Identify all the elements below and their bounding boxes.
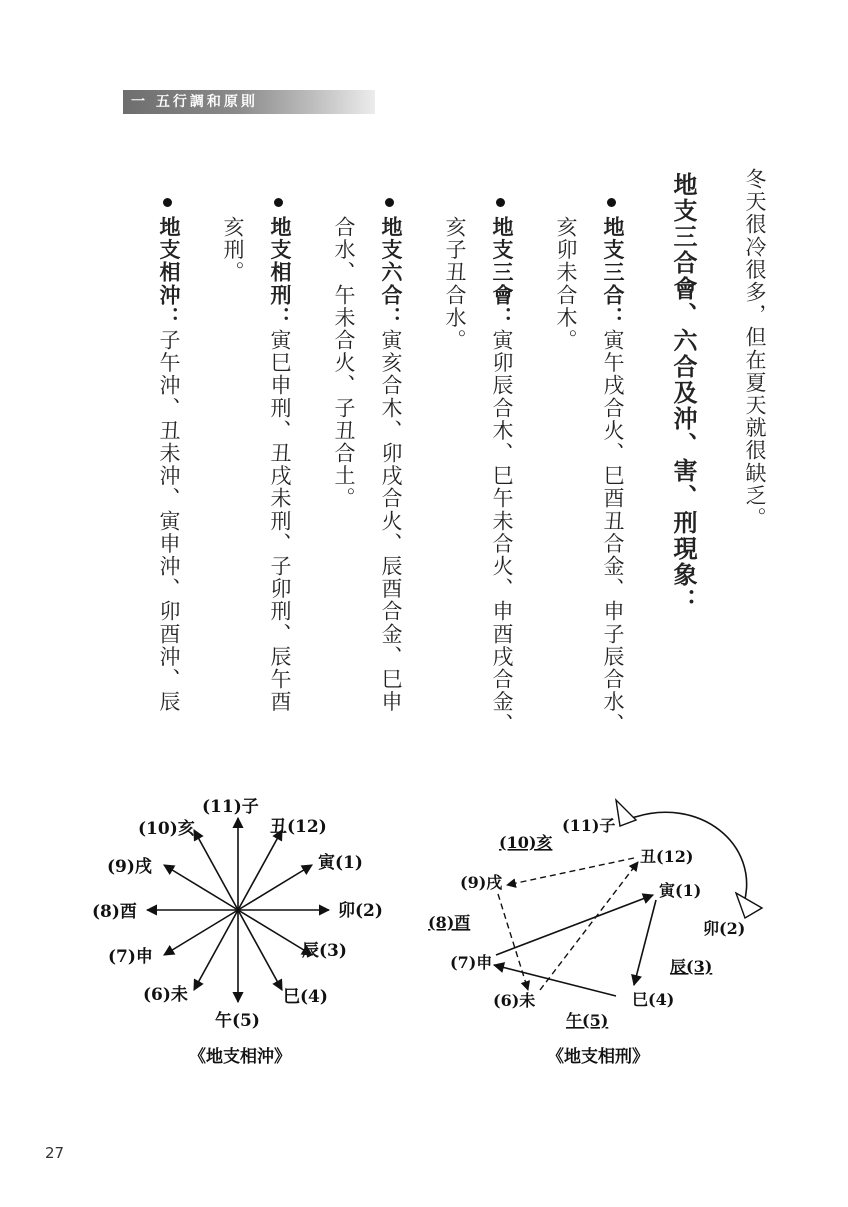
chong-diagram	[92, 797, 383, 1067]
item-xing-line2: 亥刑。	[221, 216, 245, 284]
chong-label-zi: (11)子	[202, 797, 259, 817]
chong-label-mao: 卯(2)	[338, 901, 383, 921]
item-term: 地支相沖：	[157, 216, 182, 329]
chong-arrow-xu	[164, 865, 238, 910]
chong-arrow-chen	[238, 910, 312, 955]
item-term: 地支三合：	[601, 216, 626, 329]
xing-label-yin: 寅(1)	[659, 881, 702, 900]
item-term: 地支相刑：	[268, 216, 293, 329]
xing-label-si: 巳(4)	[632, 990, 675, 1009]
item-term: 地支六合：	[379, 216, 404, 329]
xing-label-hai: (10)亥	[499, 833, 553, 852]
xing-open-arrowhead	[616, 800, 636, 826]
chong-label-wu: 午(5)	[215, 1011, 260, 1031]
chong-label-hai: (10)亥	[138, 819, 195, 839]
item-sanhe-line2: 亥卯未合木。	[554, 216, 578, 352]
xing-label-wu: 午(5)	[566, 1011, 609, 1030]
xing-arrow-chou-xu	[507, 858, 634, 885]
chong-label-yin: 寅(1)	[318, 853, 363, 873]
chong-label-xu: (9)戌	[107, 857, 152, 877]
xing-label-wei: (6)未	[493, 991, 536, 1010]
chong-arrow-shen	[164, 910, 238, 955]
item-text: 寅午戌合火、巳酉丑合金、申子辰合水、	[601, 329, 625, 736]
intro-line: 冬天很冷很多，但在夏天就很缺乏。	[743, 168, 767, 530]
xing-label-chen: 辰(3)	[670, 957, 713, 976]
item-text: 寅卯辰合木、巳午未合火、申酉戌合金、	[490, 329, 514, 736]
xing-label-shen: (7)申	[450, 953, 493, 972]
chong-label-chen: 辰(3)	[302, 941, 347, 961]
chong-caption: 《地支相沖》	[189, 1047, 291, 1067]
xing-arrow-yin-si	[634, 900, 656, 985]
chong-label-you: (8)酉	[92, 902, 137, 922]
chong-arrow-si	[238, 910, 282, 990]
item-term: 地支三會：	[490, 216, 515, 329]
xing-label-mao: 卯(2)	[703, 919, 746, 938]
xing-caption: 《地支相刑》	[547, 1047, 649, 1067]
xing-label-you: (8)酉	[428, 913, 471, 932]
xing-label-xu: (9)戌	[460, 873, 503, 892]
chong-label-wei: (6)未	[143, 985, 188, 1005]
xing-arrow-xu-wei	[498, 894, 528, 990]
chong-label-si: 巳(4)	[283, 987, 328, 1007]
section-title: 地支三合會、六合及沖、害、刑現象：	[669, 172, 698, 614]
xing-open-arrowhead	[736, 893, 762, 918]
xing-label-chou: 丑(12)	[640, 847, 694, 866]
item-sanhui-line2: 亥子丑合水。	[443, 216, 467, 352]
item-text: 寅亥合木、卯戌合火、辰酉合金、巳申	[379, 329, 403, 714]
xing-label-zi: (11)子	[562, 816, 616, 835]
chong-arrow-hai	[194, 830, 238, 910]
chong-arrow-chou	[238, 830, 282, 910]
chapter-header-title: 一 五行調和原則	[131, 94, 258, 110]
item-liuhe-line2: 合水、午未合火、子丑合土。	[332, 216, 356, 510]
chong-arrow-wei	[194, 910, 238, 990]
page-number: 27	[45, 1144, 65, 1162]
xing-arrow-wei-chou	[540, 862, 638, 990]
chong-label-shen: (7)申	[108, 947, 153, 967]
item-text: 寅巳申刑、丑戌未刑、子卯刑、辰午酉	[268, 329, 292, 714]
item-text: 子午沖、丑未沖、寅申沖、卯酉沖、辰	[157, 329, 181, 714]
chong-arrow-yin	[238, 865, 312, 910]
chong-label-chou: 丑(12)	[270, 817, 327, 837]
xing-diagram	[428, 800, 762, 1067]
